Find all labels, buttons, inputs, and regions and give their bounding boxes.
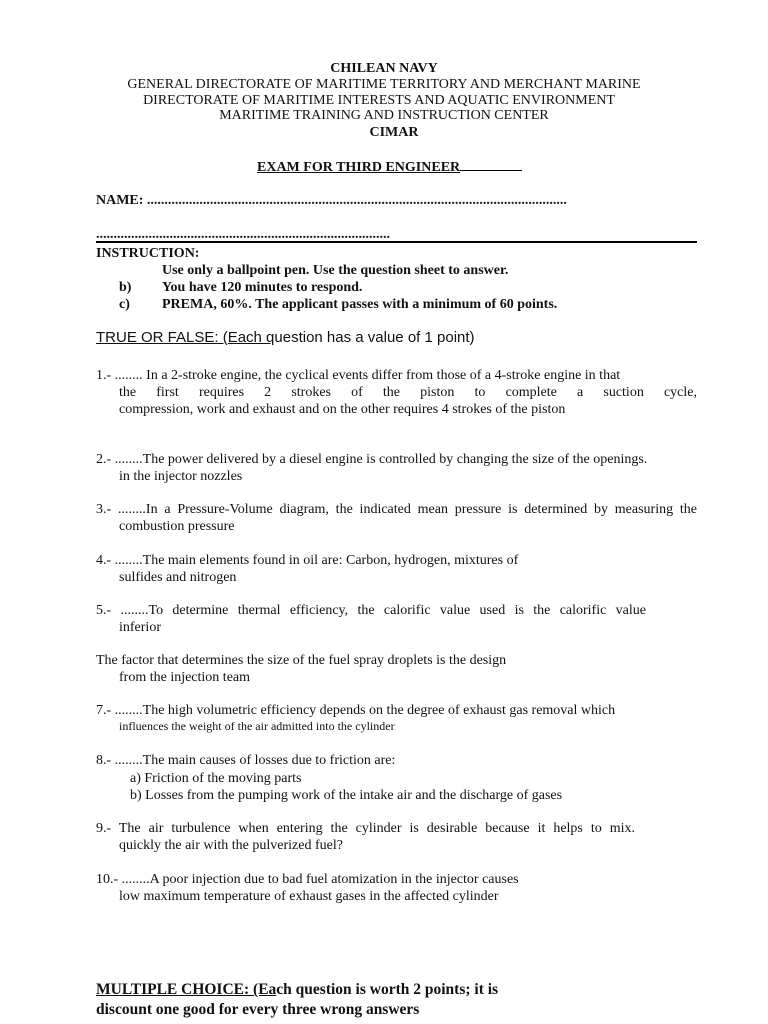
instruction-text: You have 120 minutes to respond. [162, 280, 363, 295]
mc-section-title [96, 980, 498, 999]
instruction-item-c [119, 296, 557, 313]
exam-title-blank [460, 158, 522, 171]
name-field: NAME: ........................................................................................................................ [96, 193, 567, 208]
instruction-text: Use only a ballpoint pen. Use the question sheet to answer. [162, 263, 509, 278]
mc-section-subtitle: discount one good for every three wrong answers [96, 1001, 420, 1018]
question-5-line2: inferior [119, 620, 161, 635]
header-cimar: CIMAR [369, 125, 419, 140]
question-7-line2: influences the weight of the air admitted into the cylinder [119, 719, 395, 733]
question-1-line2: the first requires 2 strokes of the piston to complete a suction cycle, [119, 385, 697, 400]
exam-title-text: EXAM FOR THIRD ENGINEER [257, 160, 461, 175]
header-training-center: MARITIME TRAINING AND INSTRUCTION CENTER [219, 108, 549, 123]
question-10-line1: 10.- ........A poor injection due to bad fuel atomization in the injector causes [96, 872, 519, 887]
mc-title-underlined: MULTIPLE CHOICE: (Ea [96, 981, 277, 998]
instruction-item-a [119, 262, 508, 279]
mc-title-rest: ch question is worth 2 points; it is [276, 981, 499, 998]
question-4-line1: 4.- ........The main elements found in oil are: Carbon, hydrogen, mixtures of [96, 553, 519, 568]
question-3-line1: 3.- ........In a Pressure-Volume diagram, the indicated mean pressure is determined by measuring the [96, 502, 697, 517]
header-directorate-general: GENERAL DIRECTORATE OF MARITIME TERRITORY AND MERCHANT MARINE [127, 77, 641, 92]
question-3-line2: combustion pressure [119, 519, 235, 534]
question-2-line1: 2.- ........The power delivered by a diesel engine is controlled by changing the size of the openings. [96, 452, 648, 467]
header-navy: CHILEAN NAVY [330, 61, 438, 76]
name-dots-line: .................................................................................... [96, 227, 390, 242]
instruction-text: PREMA, 60%. The applicant passes with a minimum of 60 points. [162, 297, 558, 312]
question-9-line1: 9.- The air turbulence when entering the cylinder is desirable because it helps to mix. [96, 821, 635, 836]
tf-title-underlined: TRUE OR FALSE: (Each q [96, 329, 275, 346]
divider-rule [96, 241, 697, 243]
question-1-line3: compression, work and exhaust and on the other requires 4 strokes of the piston [119, 402, 566, 417]
instruction-label: INSTRUCTION: [96, 246, 200, 261]
question-8-line1: 8.- ........The main causes of losses due to friction are: [96, 753, 396, 768]
tf-section-title [96, 328, 475, 348]
instruction-item-b [119, 279, 362, 296]
question-7-line1: 7.- ........The high volumetric efficiency depends on the degree of exhaust gas removal which [96, 703, 616, 718]
question-10-line2: low maximum temperature of exhaust gases in the affected cylinder [119, 889, 499, 904]
exam-title [257, 158, 522, 176]
question-6-line1: The factor that determines the size of the fuel spray droplets is the design [96, 653, 507, 668]
question-4-line2: sulfides and nitrogen [119, 570, 237, 585]
question-8-option-b: b) Losses from the pumping work of the intake air and the discharge of gases [130, 788, 563, 803]
question-2-line2: in the injector nozzles [119, 469, 243, 484]
tf-title-rest: uestion has a value of 1 point) [274, 329, 475, 346]
question-9-line2: quickly the air with the pulverized fuel? [119, 838, 343, 853]
question-6-line2: from the injection team [119, 670, 251, 685]
question-8-option-a: a) Friction of the moving parts [130, 771, 302, 786]
header-directorate-maritime: DIRECTORATE OF MARITIME INTERESTS AND AQUATIC ENVIRONMENT [143, 93, 615, 108]
question-1-line1: 1.- ........ In a 2-stroke engine, the cyclical events differ from those of a 4-stroke engine in that [96, 368, 621, 383]
instruction-marker: b) [119, 280, 132, 295]
instruction-marker: c) [119, 297, 130, 312]
question-5-line1: 5.- ........To determine thermal efficiency, the calorific value used is the calorific value [96, 603, 646, 618]
